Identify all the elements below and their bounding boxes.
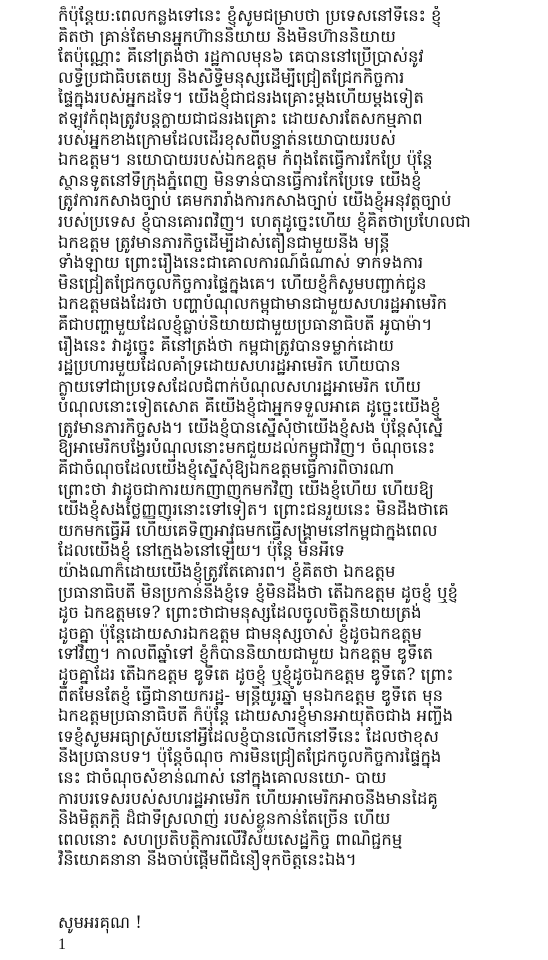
text-line: ទៅវិញ។ កាលពីឆ្នាំទៅ ខ្ញុំក៏បាននិយាយជាមួយ ឯកឧត្តម ឌូទឺតេ [58, 644, 433, 664]
text-line: ឯកឧត្តម ត្រូវមានភារកិច្ចដើម្បីដាស់តឿនជាមួយនឹង មន្ត្រី [58, 232, 390, 252]
text-line: និងមិត្តភក្តិ ដ៏ជាទីស្រលាញ់ របស់ខ្លួនកាន់តែច្រើន ហើយ [58, 809, 391, 829]
text-line: ដែលយើងខ្ញុំ នៅក្មេង៦នៅឡើយ។ ប៉ុន្តែ មិនអីទេ [58, 541, 345, 561]
text-line: រឿងនេះ វាដូច្នេះ គឺនៅត្រង់ថា កម្ពុជាត្រូវបានទម្លាក់ដោយ [58, 335, 394, 355]
text-line: តែប៉ុណ្ណោះ គឺនៅត្រង់ថា រដ្ឋកាលមុន៦ គេបាននៅប្រើប្រាស់នូវ [58, 47, 424, 67]
text-line: វិនិយោគនានា នឹងចាប់ផ្តើមពីជំនឿទុកចិត្តនេះឯង។ [58, 850, 357, 870]
text-line: រដ្ឋប្រហារមួយដែលគាំទ្រដោយសហរដ្ឋអាមេរិក ហើយបាន [58, 356, 401, 376]
text-line: នឹងប្រធានបទ។ ប៉ុន្តែចំណុច ការមិនជ្រៀតជ្រែកចូលកិច្ចការផ្ទៃក្នុង [58, 747, 442, 767]
text-line: ឯកឧត្តមប្រធានាធិបតី ក៏ប៉ុន្តែ ដោយសារខ្ញុំមានអាយុតិចជាង អញ្ចឹង [58, 706, 454, 726]
text-line: ទាំងឡាយ ព្រោះរឿងនេះជាគោលការណ៍ធំណាស់ ទាក់ទងការ [58, 253, 424, 273]
text-line: គឺជាបញ្ហាមួយដែលខ្ញុំធ្លាប់និយាយជាមួយប្រធានាធិបតី អូបាម៉ា។ [58, 314, 433, 334]
text-line: ដូចគ្នាដែរ តើឯកឧត្តម ឌូទឺតេ ដូចខ្ញុំ ឬខ្ញុំដូចឯកឧត្តម ឌូទឺតេ? ព្រោះ [58, 665, 454, 684]
text-line: ត្រូវការកសាងច្បាប់ គេមករារាំងការកសាងច្បាប់ យើងខ្ញុំអនុវត្តច្បាប់ [58, 191, 452, 211]
text-line: របស់ប្រទេស ខ្ញុំបានគោរពវិញ។ ហេតុដូច្នេះហើយ ខ្ញុំគិតថាប្រហែលជា [58, 211, 471, 231]
text-line: គឺជាចំណុចដែលយើងខ្ញុំស្នើសុំឱ្យឯកឧត្តមធ្វើការពិចារណា [58, 459, 395, 479]
text-line: នេះ ជាចំណុចសំខាន់ណាស់ នៅក្នុងគោលនយោ- បាយ [58, 767, 387, 787]
text-line: ដូចគ្នា ប៉ុន្តែដោយសារឯកឧត្តម ជាមនុស្សចាស់ ខ្ញុំដូចឯកឧត្តម [58, 623, 422, 643]
text-line: ពេលនោះ សហប្រតិបត្តិការលើវិស័យសេដ្ឋកិច្ច ពាណិជ្ជកម្ម [58, 829, 403, 849]
text-line: ត្រូវមានភារកិច្ចសង។ យើងខ្ញុំបានស្នើសុំថាយើងខ្ញុំសង ប៉ុន្តែសុំស្នើ [58, 417, 444, 437]
text-line: ស្ថានទូតនៅទីក្រុងភ្នំពេញ មិនទាន់បានធ្វើការកែប្រែទេ យើងខ្ញុំ [58, 170, 422, 190]
text-line: យ៉ាងណាក៏ដោយយើងខ្ញុំត្រូវតែគោរព។ ខ្ញុំគិតថា ឯកឧត្តម [58, 562, 396, 582]
text-line: ឥឡូវកំពុងត្រូវបន្តក្លាយជាជនរងគ្រោះ ដោយសារតែសកម្មភាព [58, 108, 423, 128]
text-line: យើងខ្ញុំសងថ្លៃញ្ញញូរនោះទៅទៀត។ ព្រោះជនរួយនេះ មិនដឹងថាគេ [58, 500, 449, 520]
text-line: មិនជ្រៀតជ្រែកចូលកិច្ចការផ្ទៃក្នុងគេ។ ហើយខ្ញុំក៏សូមបញ្ជាក់ជូន [58, 273, 427, 293]
text-line: ក៏ប៉ុន្តែយ:ពេលកន្លងទៅនេះ ខ្ញុំសូមជម្រាបថា ប្រទេសនៅទីនេះ ខ្ញុំ [58, 6, 442, 25]
text-line: ក្លាយទៅជាប្រទេសដែលជំពាក់បំណុលសហរដ្ឋអាមេរិក ហើយ [58, 376, 422, 396]
text-line: ឯកឧត្តមផងដែរថា បញ្ហាបំណុលកម្ពុជាមានជាមួយសហរដ្ឋអាមេរិក [58, 294, 448, 314]
text-line: ឱ្យអាមេរិកបង្វែរបំណុលនោះមកជួយដល់កម្ពុជាវិញ។ ចំណុចនេះ [58, 438, 436, 458]
text-line: ប្រធានាធិបតី មិនប្រកាន់នឹងខ្ញុំទេ ខ្ញុំមិនដឹងថា តើឯកឧត្តម ដូចខ្ញុំ ឬខ្ញុំ [58, 582, 458, 602]
text-line: របស់អ្នកខាងក្រោមដែលដើរខុសពីបន្ទាត់នយោបាយរបស់ [58, 129, 396, 149]
text-line: ការបរទេសរបស់សហរដ្ឋអាមេរិក ហើយអាមេរិកអាចនឹងមានដៃគូ [58, 788, 438, 808]
text-line: បំណុលនោះទៀតសោត គឺយើងខ្ញុំជាអ្នកទទួលអាគេ ដូច្នេះយើងខ្ញុំ [58, 397, 441, 417]
text-line: ព្រោះថា វាដូចជាការយកញាញួកមកវិញ យើងខ្ញុំហើយ ហើយឱ្យ [58, 479, 434, 499]
speech-paragraph [58, 6, 524, 871]
text-line: យកមកធ្វើអី ហើយគេទិញអាវុធមកធ្វើសង្គ្រាមនៅកម្ពុជាក្នុងពេល [58, 520, 438, 540]
text-line: ដូច ឯកឧត្តមទេ? ព្រោះថាជាមនុស្សដែលចូលចិត្តនិយាយត្រង់ [58, 603, 422, 623]
page-number: 1 [58, 936, 66, 953]
text-line: គិតថា គ្រាន់តែមានអ្នកហ៊ាននិយាយ និងមិនហ៊ាននិយាយ [58, 26, 396, 46]
text-line: ឯកឧត្តម។ នយោបាយរបស់ឯកឧត្តម កំពុងតែធ្វើការកែប្រែ ប៉ុន្តែ [58, 150, 433, 170]
text-line: ពីតមែនតែខ្ញុំ ធ្វើជានាយករដ្ឋ- មន្ត្រីយូរឆ្នាំ មុនឯកឧត្តម ឌូទឺតេ មុន [58, 685, 444, 705]
text-line: ទេខ្ញុំសូមអធ្យាស្រ័យនៅអ្វីដែលខ្ញុំបានលើកនៅទីនេះ ដែលថាខុស [58, 726, 439, 746]
text-line: ផ្ទៃក្នុងរបស់អ្នកដទៃ។ យើងខ្ញុំជាជនរងគ្រោះម្ដងហើយម្ដងទៀត [58, 88, 424, 108]
text-line: លទ្ធិប្រជាធិបតេយ្យ និងសិទ្ធិមនុស្សដើម្បីជ្រៀតជ្រែកកិច្ចការ [58, 67, 405, 87]
closing-thanks: សូមអរគុណ ! [58, 913, 142, 932]
